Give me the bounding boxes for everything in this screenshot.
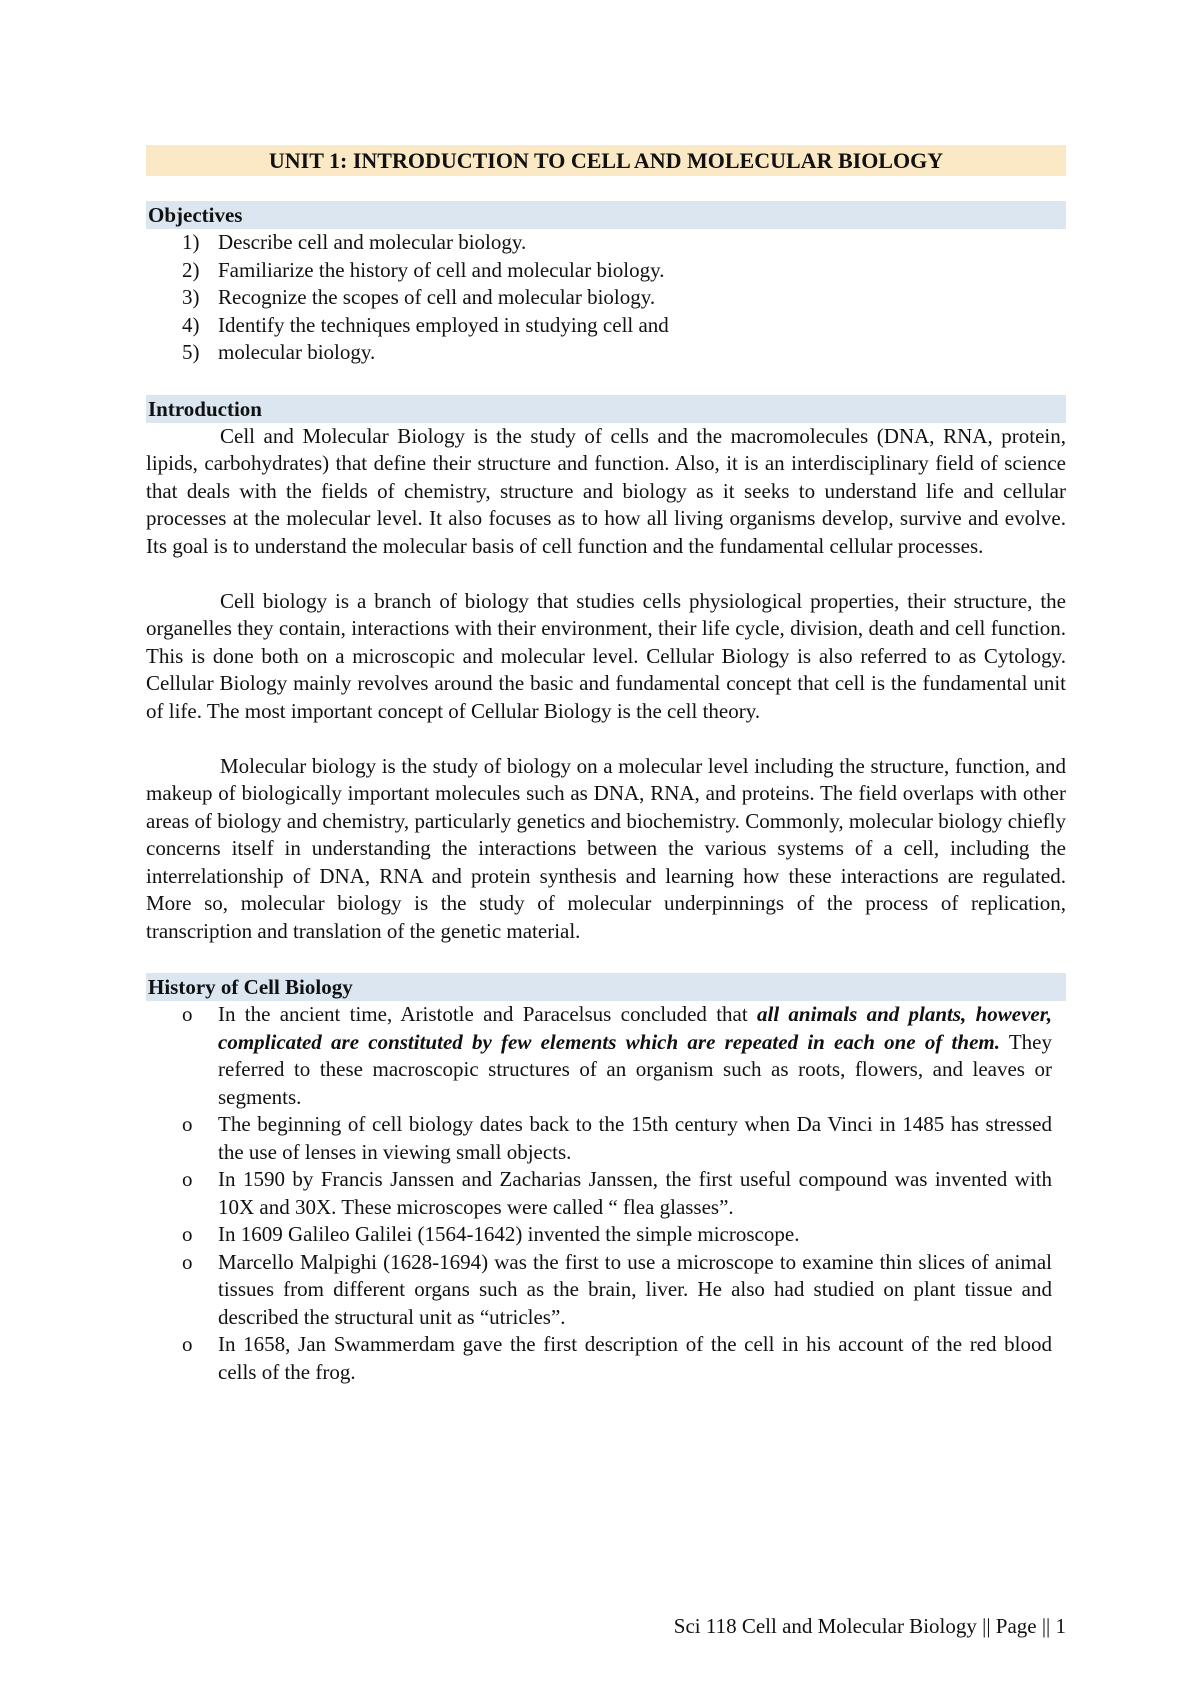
history-list [146,1001,1066,1386]
history-item: o In 1590 by Francis Janssen and Zacharias Janssen, the first useful compound was invented with 10X and 30X. These microscopes were called “ flea glasses”. [146,1166,1066,1221]
history-heading: History of Cell Biology [146,973,1066,1001]
history-item: o In 1658, Jan Swammerdam gave the first description of the cell in his account of the red blood cells of the frog. [146,1331,1066,1386]
page-footer: Sci 118 Cell and Molecular Biology || Page || 1 [673,1614,1066,1638]
page-content [146,145,1066,1386]
bullet-marker: o [182,1002,193,1026]
introduction-heading: Introduction [146,395,1066,423]
objective-item: 3) Recognize the scopes of cell and molecular biology. [182,285,656,309]
intro-paragraph: Molecular biology is the study of biology on a molecular level including the structure, function, and makeup of biologically important molecules such as DNA, RNA, and proteins. The field overlaps with other areas of biology and chemistry, particularly genetics and biochemistry. Commonly, molecular biology chiefly concerns itself in understanding the interactions between the various systems of a cell, including the interrelationship of DNA, RNA and protein synthesis and learning how these interactions are regulated. More so, molecular biology is the study of molecular underpinnings of the process of replication, transcription and translation of the genetic material. [146,753,1066,943]
bullet-marker: o [182,1332,193,1356]
bullet-marker: o [182,1112,193,1136]
objectives-heading: Objectives [146,201,1066,229]
history-item: o Marcello Malpighi (1628-1694) was the first to use a microscope to examine thin slices of animal tissues from different organs such as the brain, liver. He also had studied on plant tissue and described the structural unit as “utricles”. [146,1249,1066,1332]
intro-paragraph: Cell and Molecular Biology is the study of cells and the macromolecules (DNA, RNA, protein, lipids, carbohydrates) that define their structure and function. Also, it is an interdisciplinary field of science that deals with the fields of chemistry, structure and biology as it seeks to understand life and cellular processes at the molecular level. It also focuses as to how all living organisms develop, survive and evolve. Its goal is to understand the molecular basis of cell function and the fundamental cellular processes. [146,423,1066,558]
history-item: o In 1609 Galileo Galilei (1564-1642) invented the simple microscope. [146,1221,1066,1249]
objective-item: 5) molecular biology. [182,340,376,364]
emphasis-text: all animals and plants, however, complicated are constituted by few elements which are repeated in each one of them. [218,1002,1053,1054]
bullet-marker: o [182,1167,193,1191]
bullet-marker: o [182,1249,193,1274]
objective-item: 1) Describe cell and molecular biology. [182,230,527,254]
bullet-marker: o [182,1222,193,1246]
objective-item: 2) Familiarize the history of cell and molecular biology. [182,257,665,282]
intro-paragraph: Cell biology is a branch of biology that studies cells physiological properties, their structure, the organelles they contain, interactions with their environment, their life cycle, division, death and cell function. This is done both on a microscopic and molecular level. Cellular Biology is also referred to as Cytology. Cellular Biology mainly revolves around the basic and fundamental concept that cell is the fundamental unit of life. The most important concept of Cellular Biology is the cell theory. [146,588,1066,723]
objective-item: 4) Identify the techniques employed in studying cell and [182,312,669,337]
history-item: o The beginning of cell biology dates back to the 15th century when Da Vinci in 1485 has stressed the use of lenses in viewing small objects. [146,1111,1066,1166]
history-item: o In the ancient time, Aristotle and Paracelsus concluded that all animals and plants, however, complicated are constituted by few elements which are repeated in each one of them. They referred to these macroscopic structures of an organism such as roots, flowers, and leaves or segments. [146,1001,1066,1111]
objectives-list [146,229,1066,367]
unit-title: UNIT 1: INTRODUCTION TO CELL AND MOLECULAR BIOLOGY [146,145,1066,176]
